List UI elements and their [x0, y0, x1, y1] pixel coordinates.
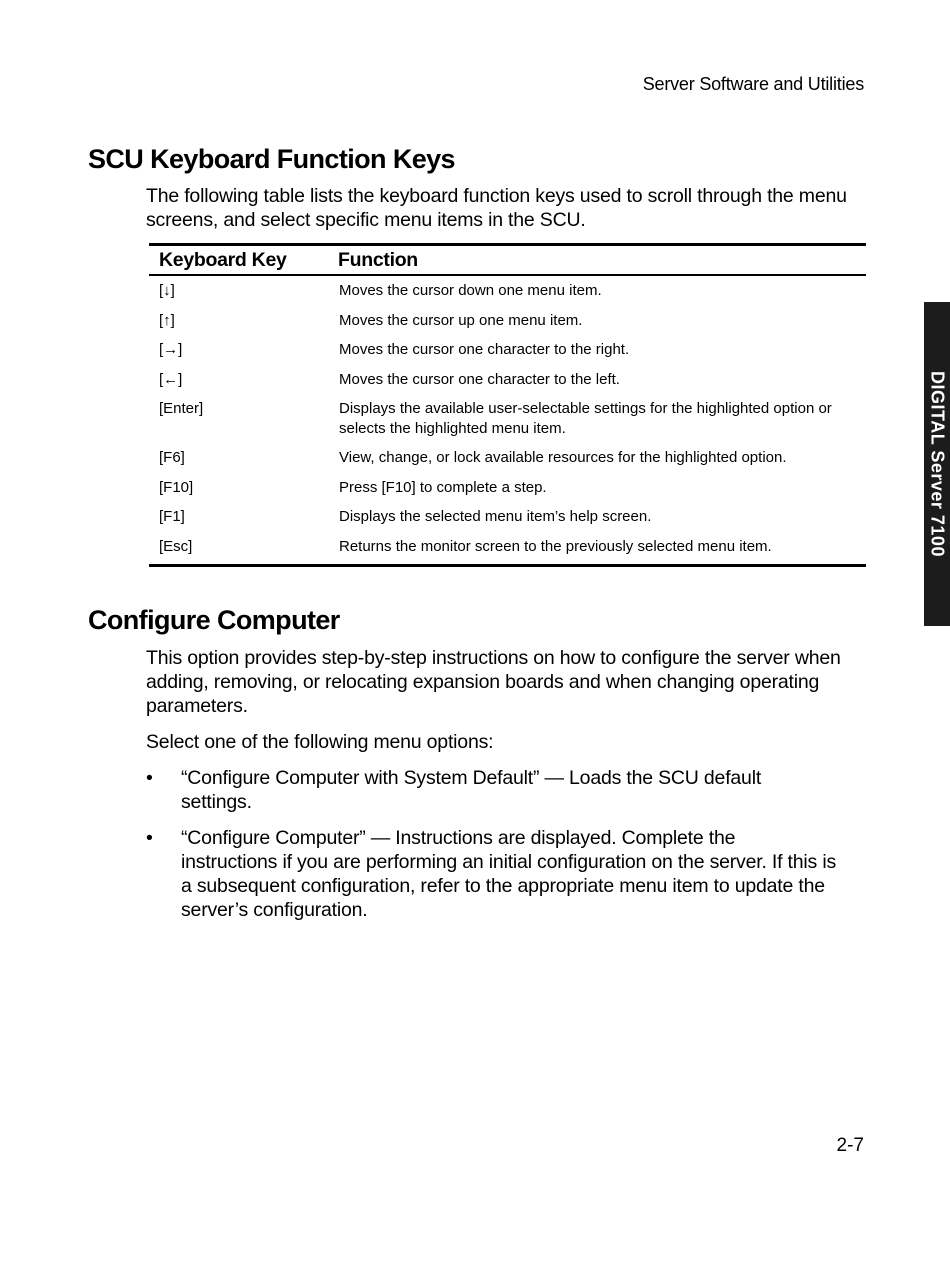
table-row: [149, 473, 866, 503]
function-cell: View, change, or lock available resources for the highlighted option.: [339, 449, 787, 466]
key-cell: [↓]: [159, 282, 175, 299]
key-cell: [↑]: [159, 311, 175, 329]
key-cell: [Esc]: [159, 537, 193, 555]
key-cell: [Enter]: [159, 400, 204, 417]
key-cell: [←]: [159, 370, 183, 388]
key-cell: [F1]: [159, 508, 185, 525]
table-header-row: [149, 246, 866, 275]
bullet-icon: •: [146, 827, 153, 849]
keys-intro-paragraph: The following table lists the keyboard function keys used to scroll through the menu screens, and select specific menu items in the SCU.: [146, 185, 847, 231]
list-item-text: “Configure Computer” — Instructions are displayed. Complete the instructions if you are performing an initial configuration on the server. If this is a subsequent configuration, refer to the appropriate menu item to update the server’s configuration.: [181, 827, 836, 921]
function-cell: Press [F10] to complete a step.: [339, 478, 547, 496]
page-number: 2-7: [836, 1135, 864, 1156]
function-cell: Displays the available user-selectable settings for the highlighted option or selects the highlighted menu item.: [339, 400, 832, 437]
function-keys-table: [149, 243, 866, 567]
table-row: [149, 532, 866, 565]
side-tab-label: DIGITAL Server 7100: [927, 371, 948, 557]
table-row: [149, 394, 866, 443]
function-cell: Returns the monitor screen to the previously selected menu item.: [339, 537, 772, 555]
list-item: [146, 826, 836, 922]
function-cell: Moves the cursor one character to the left.: [339, 370, 620, 388]
table-row: [149, 502, 866, 532]
menu-options-list: [146, 766, 836, 934]
key-cell: [F6]: [159, 449, 185, 466]
column-header-key: Keyboard Key: [149, 246, 329, 275]
function-cell: Moves the cursor one character to the right.: [339, 341, 630, 358]
table-row: [149, 275, 866, 306]
side-thumb-tab: [924, 302, 950, 626]
bullet-icon: •: [146, 767, 153, 789]
table-row: [149, 335, 866, 365]
key-cell: [→]: [159, 341, 183, 358]
column-header-function: Function: [329, 246, 866, 275]
section-title-configure-computer: Configure Computer: [88, 605, 340, 635]
list-item-text: “Configure Computer with System Default” — Loads the SCU default settings.: [181, 767, 762, 813]
configure-description-paragraph: This option provides step-by-step instructions on how to configure the server when adding, removing, or relocating expansion boards and when changing operating parameters.: [146, 647, 841, 717]
table-row: [149, 306, 866, 336]
function-cell: Displays the selected menu item’s help screen.: [339, 508, 652, 525]
key-cell: [F10]: [159, 478, 194, 496]
table-row: [149, 443, 866, 473]
section-title-keyboard-keys: SCU Keyboard Function Keys: [88, 144, 455, 174]
list-item: [146, 766, 836, 814]
function-cell: Moves the cursor down one menu item.: [339, 282, 602, 299]
select-options-prompt: Select one of the following menu options:: [146, 731, 494, 753]
function-cell: Moves the cursor up one menu item.: [339, 311, 583, 329]
table-row: [149, 365, 866, 395]
running-header: Server Software and Utilities: [642, 74, 864, 94]
